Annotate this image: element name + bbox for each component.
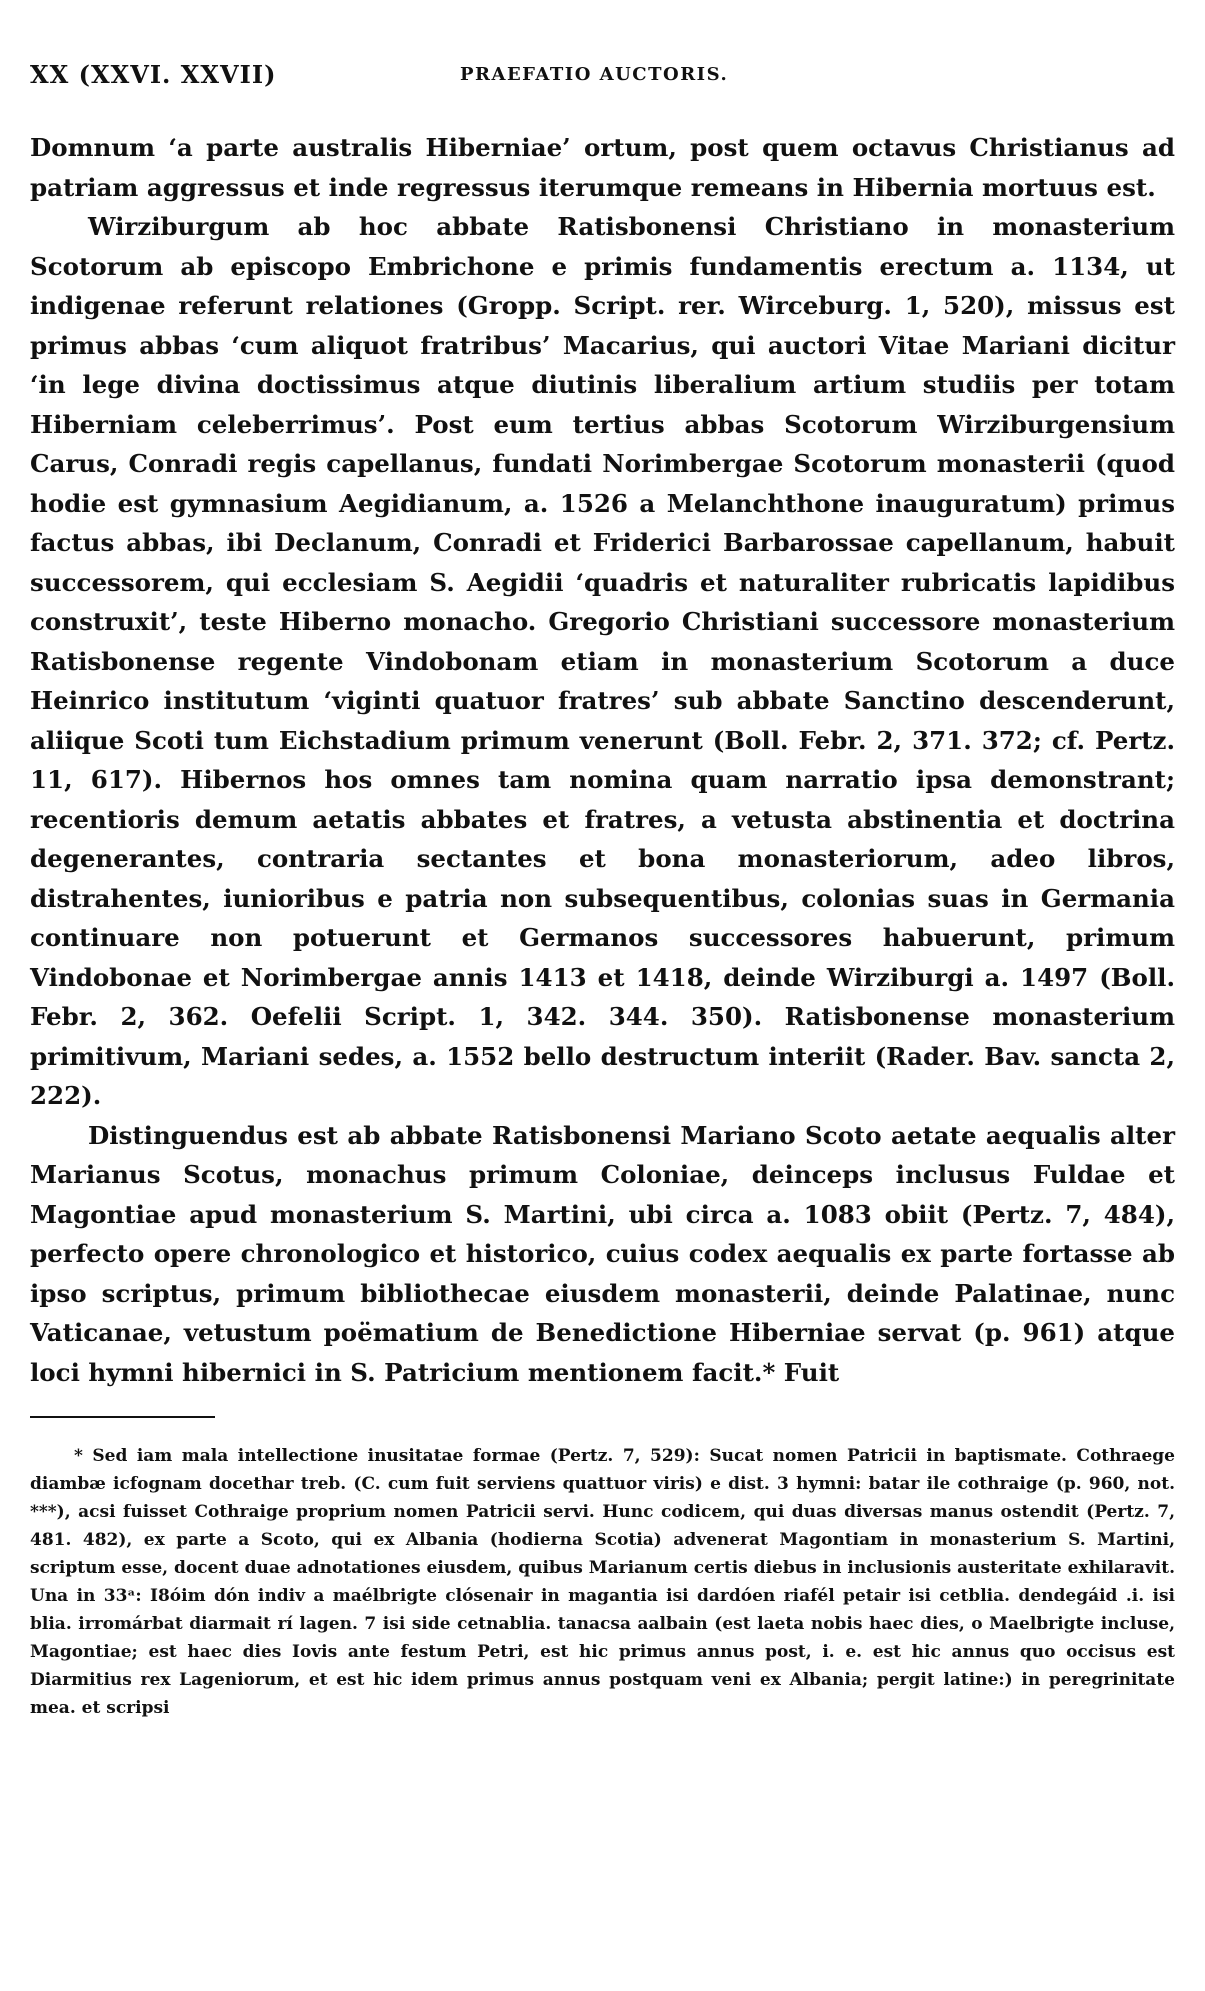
footnotes (30, 1442, 1175, 1722)
running-title: PRAEFATIO AUCTORIS. (460, 64, 729, 85)
page-number: XX (XXVI. XXVII) (30, 60, 277, 89)
document-page (30, 60, 1175, 1722)
main-text (30, 128, 1175, 1392)
page-header (30, 60, 1175, 90)
footnote-divider (30, 1416, 215, 1418)
footnote-1: * Sed iam mala intellectione inusitatae formae (Pertz. 7, 529): Sucat nomen Patricii in baptismate. Cothraege diambæ icfognam docethar treb. (C. cum fuit serviens quattuor viris) e dist. 3 hymni: batar ile cothraige (p. 960, not. ***), acsi fuisset Cothraige proprium nomen Patricii servi. Hunc codicem, qui duas diversas manus ostendit (Pertz. 7, 481. 482), ex parte a Scoto, qui ex Albania (hodierna Scotia) advenerat Magontiam in monasterium S. Martini, scriptum esse, docent duae adnotationes eiusdem, quibus Marianum certis diebus in inclusionis austeritate exhilaravit. Una in 33ᵃ: I8óim dón indiv a maélbrigte clósenair in magantia isi dardóen riafél petair isi cetblia. dendegáid .i. isi blia. irromárbat diarmait rí lagen. 7 isi side cetnablia. tanacsa aalbain (est laeta nobis haec dies, o Maelbrigte incluse, Magontiae; est haec dies Iovis ante festum Petri, est hic primus annus post, i. e. est hic annus quo occisus est Diarmitius rex Lageniorum, et est hic idem primus annus postquam veni ex Albania; pergit latine:) in peregrinitate mea. et scripsi (30, 1446, 1175, 1718)
paragraph-3: Distinguendus est ab abbate Ratisbonensi Mariano Scoto aetate aequalis alter Marianus Scotus, monachus primum Coloniae, deinceps inclusus Fuldae et Magontiae apud monasterium S. Martini, ubi circa a. 1083 obiit (Pertz. 7, 484), perfecto opere chronologico et historico, cuius codex aequalis ex parte fortasse ab ipso scriptus, primum bibliothecae eiusdem monasterii, deinde Palatinae, nunc Vaticanae, vetustum poëmatium de Benedictione Hiberniae servat (p. 961) atque loci hymni hibernici in S. Patricium mentionem facit.* Fuit (30, 1120, 1175, 1387)
paragraph-2: Wirziburgum ab hoc abbate Ratisbonensi Christiano in monasterium Scotorum ab episcopo Embrichone e primis fundamentis erectum a. 1134, ut indigenae referunt relationes (Gropp. Script. rer. Wirceburg. 1, 520), missus est primus abbas ‘cum aliquot fratribus’ Macarius, qui auctori Vitae Mariani dicitur ‘in lege divina doctissimus atque diutinis liberalium artium studiis per totam Hiberniam celeberrimus’. Post eum tertius abbas Scotorum Wirziburgensium Carus, Conradi regis capellanus, fundati Norimbergae Scotorum monasterii (quod hodie est gymnasium Aegidianum, a. 1526 a Melanchthone inauguratum) primus factus abbas, ibi Declanum, Conradi et Friderici Barbarossae capellanum, habuit successorem, qui ecclesiam S. Aegidii ‘quadris et naturaliter rubricatis lapidibus construxit’, teste Hiberno monacho. Gregorio Christiani successore monasterium Ratisbonense regente Vindobonam etiam in monasterium Scotorum a duce Heinrico institutum ‘viginti quatuor fratres’ sub abbate Sanctino descenderunt, aliique Scoti tum Eichstadium primum venerunt (Boll. Febr. 2, 371. 372; cf. Pertz. 11, 617). Hibernos hos omnes tam nomina quam narratio ipsa demonstrant; recentioris demum aetatis abbates et fratres, a vetusta abstinentia et doctrina degenerantes, contraria sectantes et bona monasteriorum, adeo libros, distrahentes, iunioribus e patria non subsequentibus, colonias suas in Germania continuare non potuerunt et Germanos successores habuerunt, primum Vindobonae et Norimbergae annis 1413 et 1418, deinde Wirziburgi a. 1497 (Boll. Febr. 2, 362. Oefelii Script. 1, 342. 344. 350). Ratisbonense monasterium primitivum, Mariani sedes, a. 1552 bello destructum interiit (Rader. Bav. sancta 2, 222). (30, 212, 1175, 1110)
paragraph-1: Domnum ‘a parte australis Hiberniae’ ortum, post quem octavus Christianus ad patriam aggressus et inde regressus iterumque remeans in Hibernia mortuus est. (30, 133, 1175, 202)
